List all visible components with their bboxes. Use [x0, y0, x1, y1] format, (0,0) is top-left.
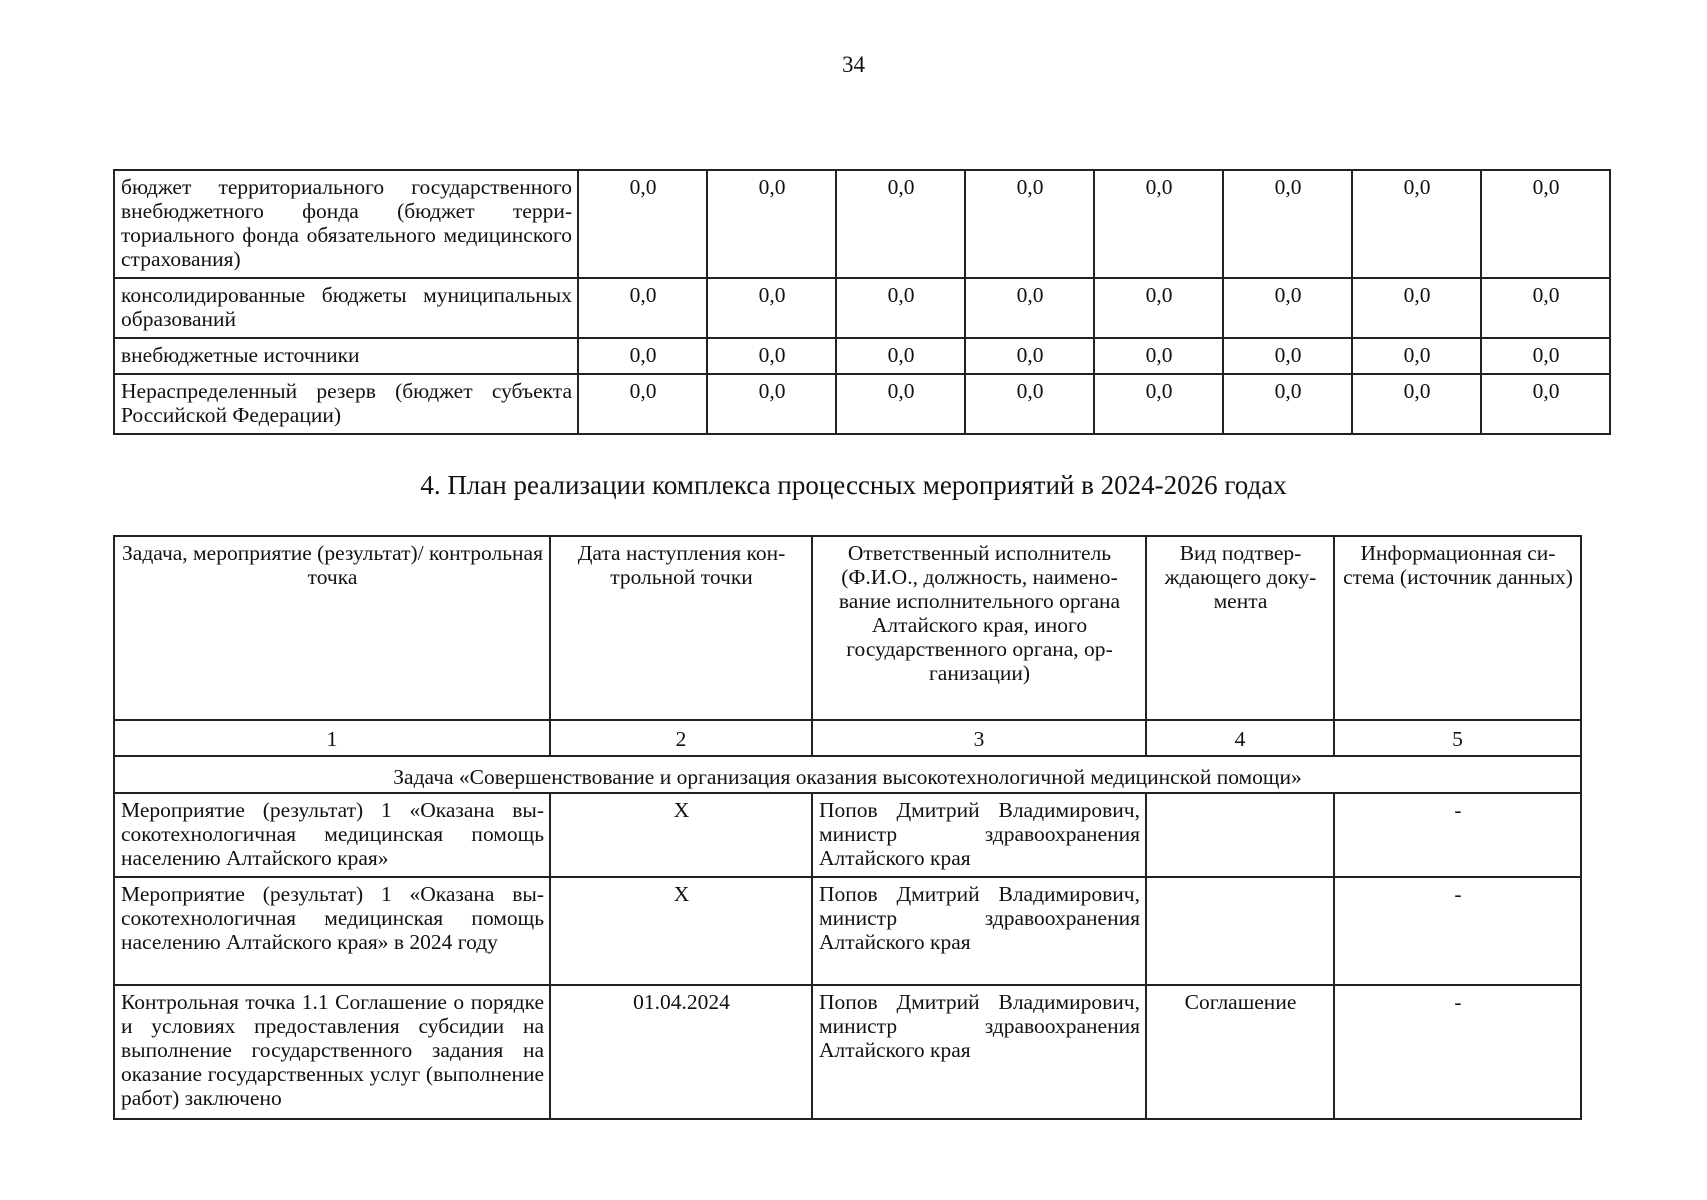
plan-item: Контрольная точка 1.1 Соглашение о порядке и условиях предоставления субсидии на выполнение государственного задания на оказание государственных услуг (выполнение работ) заключено	[114, 985, 550, 1119]
header-executor: Ответственный исполнитель (Ф.И.О., должность, наименование исполнительного органа Алтайского края, иного государственного органа, организации)	[812, 536, 1146, 720]
funding-value: 0,0	[1223, 374, 1352, 434]
plan-row	[114, 793, 1581, 877]
plan-date: X	[550, 793, 812, 877]
task-title: Задача «Совершенствование и организация оказания высокотехнологичной медицинской помощи»	[114, 756, 1581, 793]
plan-system: -	[1334, 793, 1581, 877]
funding-row-label: бюджет территориального государственного внебюджетного фонда (бюджет территориального фонда обязательного медицинского страхования)	[114, 170, 578, 278]
funding-value: 0,0	[1352, 338, 1481, 374]
funding-value: 0,0	[1094, 278, 1223, 338]
funding-value: 0,0	[965, 338, 1094, 374]
funding-value: 0,0	[1352, 170, 1481, 278]
header-date: Дата наступления контрольной точки	[550, 536, 812, 720]
funding-value: 0,0	[1352, 278, 1481, 338]
funding-row	[114, 278, 1610, 338]
funding-value: 0,0	[1223, 278, 1352, 338]
funding-value: 0,0	[1352, 374, 1481, 434]
funding-value: 0,0	[707, 278, 836, 338]
funding-value: 0,0	[578, 374, 707, 434]
funding-value: 0,0	[1481, 170, 1610, 278]
funding-row	[114, 374, 1610, 434]
funding-value: 0,0	[1223, 338, 1352, 374]
funding-value: 0,0	[1094, 338, 1223, 374]
header-task: Задача, мероприятие (результат)/ контрольная точка	[114, 536, 550, 720]
funding-value: 0,0	[707, 374, 836, 434]
plan-document	[1146, 793, 1334, 877]
funding-value: 0,0	[965, 374, 1094, 434]
funding-value: 0,0	[1094, 374, 1223, 434]
column-number-row	[114, 720, 1581, 756]
plan-executor: Попов Дмитрий Владимирович, министр здравоохранения Алтайского края	[812, 793, 1146, 877]
plan-date: 01.04.2024	[550, 985, 812, 1119]
funding-row-label: Нераспределенный резерв (бюджет субъекта Российской Федерации)	[114, 374, 578, 434]
plan-document	[1146, 877, 1334, 985]
plan-item: Мероприятие (результат) 1 «Оказана высокотехнологичная медицинская помощь населению Алтайского края»	[114, 793, 550, 877]
plan-system: -	[1334, 985, 1581, 1119]
section-title: 4. План реализации комплекса процессных мероприятий в 2024-2026 годах	[420, 470, 1287, 500]
plan-system: -	[1334, 877, 1581, 985]
plan-executor: Попов Дмитрий Владимирович, министр здравоохранения Алтайского края	[812, 985, 1146, 1119]
column-number: 5	[1334, 720, 1581, 756]
plan-date: X	[550, 877, 812, 985]
column-number: 1	[114, 720, 550, 756]
funding-row	[114, 170, 1610, 278]
header-document: Вид подтверждающего документа	[1146, 536, 1334, 720]
funding-value: 0,0	[836, 170, 965, 278]
funding-value: 0,0	[1223, 170, 1352, 278]
funding-value: 0,0	[578, 278, 707, 338]
plan-executor: Попов Дмитрий Владимирович, министр здравоохранения Алтайского края	[812, 877, 1146, 985]
funding-row	[114, 338, 1610, 374]
page-number: 34	[842, 52, 865, 77]
column-number: 2	[550, 720, 812, 756]
funding-row-label: внебюджетные источники	[114, 338, 578, 374]
funding-value: 0,0	[1481, 278, 1610, 338]
funding-value: 0,0	[836, 338, 965, 374]
column-number: 3	[812, 720, 1146, 756]
funding-value: 0,0	[707, 170, 836, 278]
header-system: Информационная система (источник данных)	[1334, 536, 1581, 720]
plan-row	[114, 877, 1581, 985]
plan-table	[113, 535, 1582, 1120]
funding-value: 0,0	[578, 170, 707, 278]
funding-value: 0,0	[965, 278, 1094, 338]
funding-value: 0,0	[1481, 374, 1610, 434]
funding-value: 0,0	[1094, 170, 1223, 278]
funding-row-label: консолидированные бюджеты муниципальных образований	[114, 278, 578, 338]
funding-value: 0,0	[836, 374, 965, 434]
funding-value: 0,0	[1481, 338, 1610, 374]
funding-value: 0,0	[836, 278, 965, 338]
plan-header-row	[114, 536, 1581, 720]
funding-value: 0,0	[965, 170, 1094, 278]
funding-value: 0,0	[707, 338, 836, 374]
task-row	[114, 756, 1581, 793]
plan-row	[114, 985, 1581, 1119]
plan-document: Соглашение	[1146, 985, 1334, 1119]
funding-table	[113, 169, 1611, 435]
plan-item: Мероприятие (результат) 1 «Оказана высокотехнологичная медицинская помощь населению Алтайского края» в 2024 году	[114, 877, 550, 985]
column-number: 4	[1146, 720, 1334, 756]
funding-value: 0,0	[578, 338, 707, 374]
